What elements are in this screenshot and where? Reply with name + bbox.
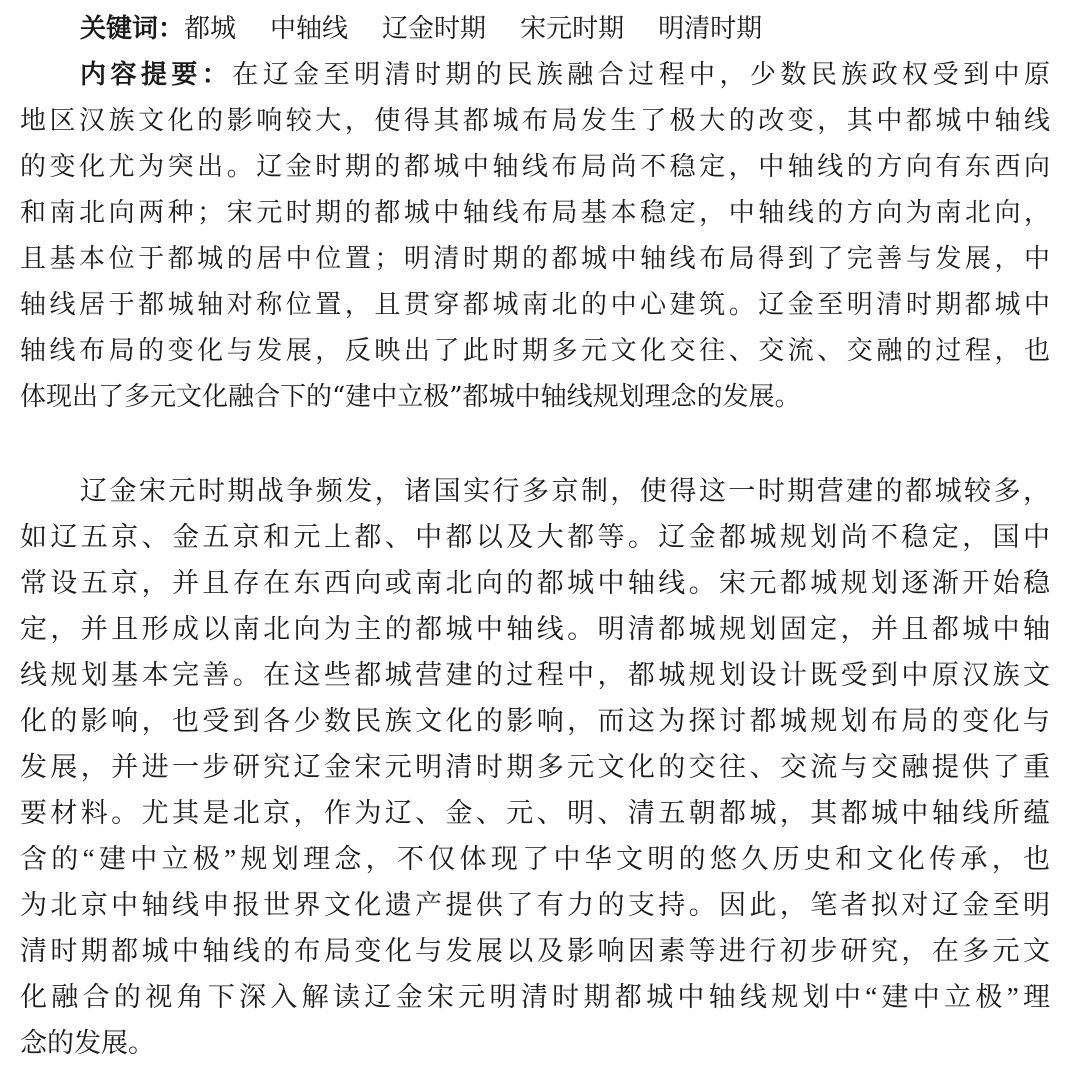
abstract-label: 内容提要： [80, 60, 233, 90]
abstract-text: 在辽金至明清时期的民族融合过程中，少数民族政权受到中原 [232, 60, 1050, 90]
body-line: 定，并且形成以南北向为主的都城中轴线。明清都城规划固定，并且都城中轴 [20, 614, 1050, 644]
abstract-line: 且基本位于都城的居中位置；明清时期的都城中轴线布局得到了完善与发展，中 [20, 244, 1050, 274]
body-line: 如辽五京、金五京和元上都、中都以及大都等。辽金都城规划尚不稳定，国中 [20, 522, 1050, 552]
article-page [20, 6, 1050, 1066]
section-gap [20, 420, 1050, 468]
body-line: 发展，并进一步研究辽金宋元明清时期多元文化的交往、交流与交融提供了重 [20, 752, 1050, 782]
body-line: 辽金宋元时期战争频发，诸国实行多京制，使得这一时期营建的都城较多， [80, 476, 1050, 506]
abstract-first-line [20, 52, 1050, 98]
body-line: 含的“建中立极”规划理念，不仅体现了中华文明的悠久历史和文化传承，也 [20, 844, 1050, 874]
body-line: 线规划基本完善。在这些都城营建的过程中，都城规划设计既受到中原汉族文 [20, 660, 1050, 690]
abstract-line: 地区汉族文化的影响较大，使得其都城布局发生了极大的改变，其中都城中轴线 [20, 106, 1050, 136]
abstract-line: 的变化尤为突出。辽金时期的都城中轴线布局尚不稳定，中轴线的方向有东西向 [20, 152, 1050, 182]
keyword: 辽金时期 [382, 14, 487, 44]
abstract-line: 体现出了多元文化融合下的“建中立极”都城中轴线规划理念的发展。 [20, 382, 801, 412]
keyword: 中轴线 [270, 14, 349, 44]
body-line: 化融合的视角下深入解读辽金宋元明清时期都城中轴线规划中“建中立极”理 [20, 982, 1050, 1012]
keywords-label: 关键词： [80, 14, 185, 44]
keyword: 宋元时期 [520, 14, 625, 44]
body-line: 念的发展。 [20, 1028, 155, 1058]
abstract-line: 轴线布局的变化与发展，反映出了此时期多元文化交往、交流、交融的过程，也 [20, 336, 1050, 366]
body-line: 清时期都城中轴线的布局变化与发展以及影响因素等进行初步研究，在多元文 [20, 936, 1050, 966]
keyword: 都城 [184, 14, 237, 44]
keywords-line [20, 6, 1050, 52]
abstract-line: 轴线居于都城轴对称位置，且贯穿都城南北的中心建筑。辽金至明清时期都城中 [20, 290, 1050, 320]
keyword: 明清时期 [658, 14, 763, 44]
abstract-section [20, 6, 1050, 420]
body-line: 要材料。尤其是北京，作为辽、金、元、明、清五朝都城，其都城中轴线所蕴 [20, 798, 1050, 828]
body-line: 常设五京，并且存在东西向或南北向的都城中轴线。宋元都城规划逐渐开始稳 [20, 568, 1050, 598]
body-line: 为北京中轴线申报世界文化遗产提供了有力的支持。因此，笔者拟对辽金至明 [20, 890, 1050, 920]
abstract-line: 和南北向两种；宋元时期的都城中轴线布局基本稳定，中轴线的方向为南北向， [20, 198, 1050, 228]
body-paragraph [20, 468, 1050, 1066]
body-line: 化的影响，也受到各少数民族文化的影响，而这为探讨都城规划布局的变化与 [20, 706, 1050, 736]
